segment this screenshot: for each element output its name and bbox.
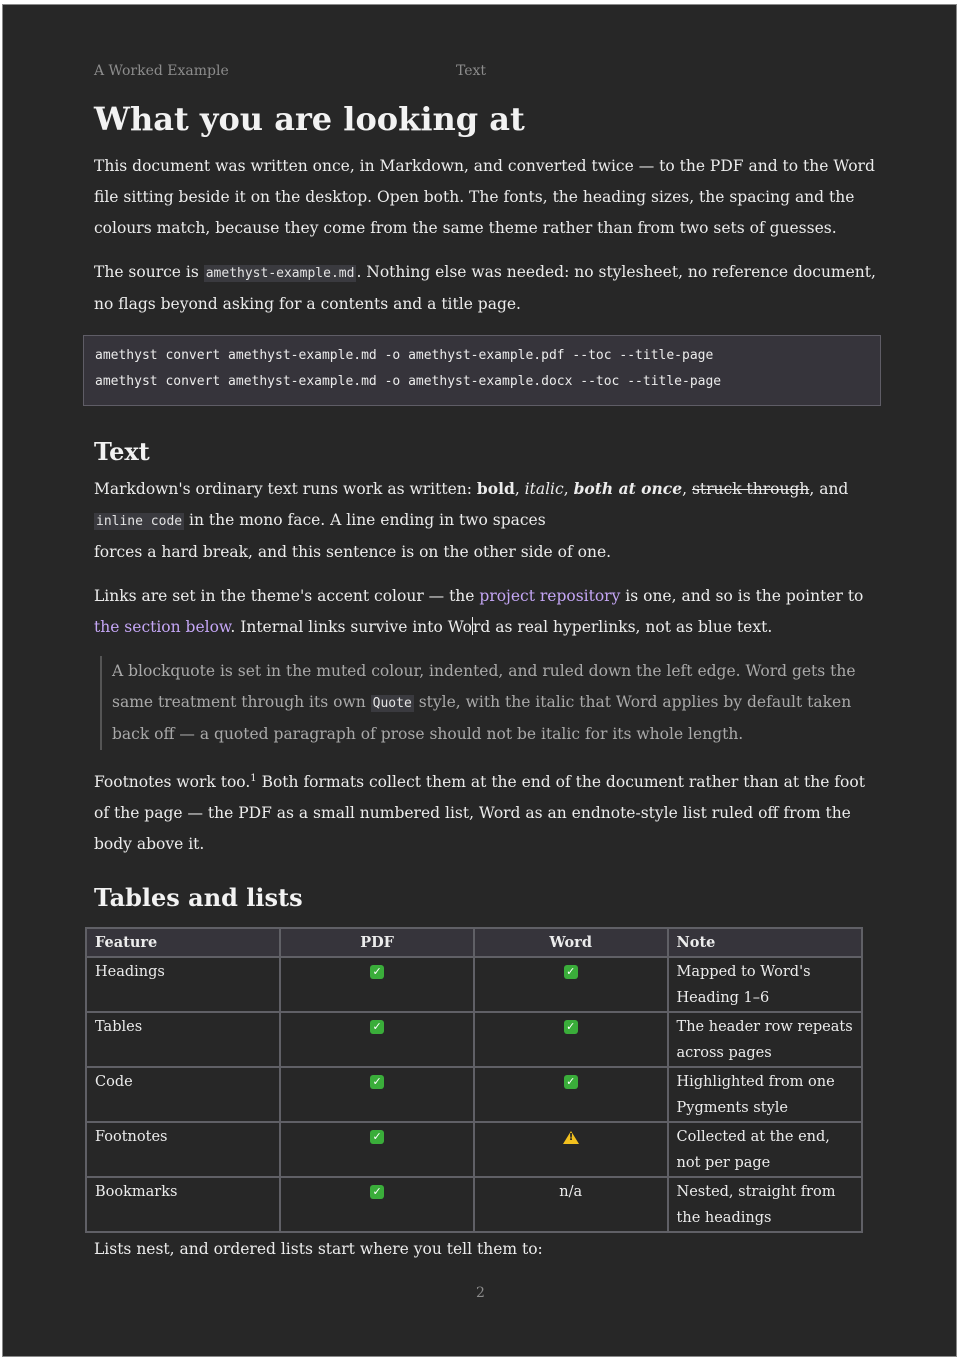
text-paragraph-2 xyxy=(94,581,884,643)
cell-feature: Code xyxy=(86,1067,280,1122)
inline-code: amethyst-example.md xyxy=(205,266,355,281)
cell-word xyxy=(474,1067,668,1122)
running-head-section: Text xyxy=(456,63,487,79)
feature-table xyxy=(85,927,863,1233)
cell-pdf xyxy=(280,1122,474,1177)
section-heading-text: Text xyxy=(94,437,150,466)
cell-word xyxy=(474,1012,668,1067)
text-run: Markdown's ordinary text runs work as written: xyxy=(94,480,477,498)
text-run: style, with the italic that Word applies by default taken back off — a quoted paragraph of prose should not be italic for its whole length. xyxy=(112,693,852,743)
text-run: , xyxy=(514,480,525,498)
text-run: , xyxy=(563,480,574,498)
text-run: . Internal links survive into Wo xyxy=(230,618,472,636)
cell-note: Collected at the end, not per page xyxy=(668,1122,862,1177)
table-row xyxy=(86,1177,862,1232)
intro-paragraph-2 xyxy=(94,257,884,320)
cell-feature: Tables xyxy=(86,1012,280,1067)
column-header-feature: Feature xyxy=(86,928,280,957)
column-header-pdf: PDF xyxy=(280,928,474,957)
bold-text: bold xyxy=(476,479,515,498)
cell-pdf xyxy=(280,957,474,1012)
cell-note: Mapped to Word's Heading 1–6 xyxy=(668,957,862,1012)
cell-note: Nested, straight from the headings xyxy=(668,1177,862,1232)
status-text: n/a xyxy=(559,1184,583,1200)
text-run: is one, and so is the pointer to xyxy=(620,587,864,605)
text-run: Links are set in the theme's accent colour — the xyxy=(94,587,480,605)
check-mark-icon: ✓ xyxy=(370,1185,384,1199)
blockquote-paragraph xyxy=(112,656,884,750)
cell-pdf xyxy=(280,1177,474,1232)
document-page xyxy=(2,4,957,1357)
project-repository-link[interactable]: project repository xyxy=(479,587,621,605)
check-mark-icon: ✓ xyxy=(564,965,578,979)
footnote-reference[interactable]: 1 xyxy=(250,773,257,784)
text-run: rd as real hyperlinks, not as blue text. xyxy=(472,618,773,636)
text-run: , xyxy=(682,480,692,498)
bold-italic-text: both at once xyxy=(573,479,683,498)
cell-word xyxy=(474,1177,668,1232)
table-header-row xyxy=(86,928,862,957)
table-row xyxy=(86,1122,862,1177)
cell-pdf xyxy=(280,1012,474,1067)
text-section xyxy=(94,435,884,860)
table-row xyxy=(86,957,862,1012)
check-mark-icon: ✓ xyxy=(564,1020,578,1034)
text-paragraph-1 xyxy=(94,473,884,568)
lists-intro-paragraph: Lists nest, and ordered lists start where you tell them to: xyxy=(94,1240,543,1258)
blockquote xyxy=(100,656,884,750)
text-run: , and xyxy=(809,480,849,498)
cell-word xyxy=(474,1122,668,1177)
text-run: Footnotes work too. xyxy=(94,773,251,792)
section-below-link[interactable]: the section below xyxy=(94,618,231,636)
cell-note: Highlighted from one Pygments style xyxy=(668,1067,862,1122)
text-run: A blockquote is set in the muted colour, indented, and ruled down the left edge. Word gets the same treatment through its own xyxy=(112,662,856,711)
check-mark-icon: ✓ xyxy=(370,1130,384,1144)
section-heading-intro: What you are looking at xyxy=(94,100,525,138)
column-header-note: Note xyxy=(668,928,862,957)
inline-code: Quote xyxy=(372,696,412,711)
cell-feature: Headings xyxy=(86,957,280,1012)
text-run: The source is xyxy=(94,263,204,281)
check-mark-icon: ✓ xyxy=(370,965,384,979)
cell-feature: Bookmarks xyxy=(86,1177,280,1232)
page-number: 2 xyxy=(476,1285,485,1301)
table-body xyxy=(86,957,862,1232)
check-mark-icon: ✓ xyxy=(370,1020,384,1034)
inline-code: inline code xyxy=(96,514,183,529)
tables-section xyxy=(94,881,884,915)
cell-pdf xyxy=(280,1067,474,1122)
code-line-2: amethyst convert amethyst-example.md -o amethyst-example.docx --toc --title-page xyxy=(95,374,722,389)
running-head-title: A Worked Example xyxy=(94,63,229,79)
text-run: . Nothing else was needed: no stylesheet, no reference document, no flags beyond asking for a contents and a title page. xyxy=(94,263,876,313)
check-mark-icon: ✓ xyxy=(370,1075,384,1089)
text-run: Both formats collect them at the end of the document rather than at the foot of the page — the PDF as a small numbered list, Word as an endnote-style list ruled off from the body above it. xyxy=(94,773,865,854)
cell-note: The header row repeats across pages xyxy=(668,1012,862,1067)
strikethrough-text: struck through xyxy=(691,480,810,498)
text-run: forces a hard break, and this sentence is on the other side of one. xyxy=(94,543,612,561)
section-heading-tables: Tables and lists xyxy=(94,883,303,912)
warning-icon: ! xyxy=(563,1131,579,1144)
italic-text: italic xyxy=(524,480,564,498)
text-run: in the mono face. A line ending in two spaces xyxy=(184,511,546,529)
page-content xyxy=(94,95,884,320)
code-line-1: amethyst convert amethyst-example.md -o amethyst-example.pdf --toc --title-page xyxy=(95,348,714,363)
lists-intro xyxy=(94,1234,884,1265)
cell-word xyxy=(474,957,668,1012)
table-row xyxy=(86,1012,862,1067)
cell-feature: Footnotes xyxy=(86,1122,280,1177)
intro-paragraph-1: This document was written once, in Markdown, and converted twice — to the PDF and to the Word file sitting beside it on the desktop. Open both. The fonts, the heading sizes, the spacing and the colours match, because they come from the same theme rather than from two sets of guesses. xyxy=(94,157,875,237)
footnote-paragraph xyxy=(94,763,884,860)
column-header-word: Word xyxy=(474,928,668,957)
code-block xyxy=(83,335,881,406)
table-row xyxy=(86,1067,862,1122)
check-mark-icon: ✓ xyxy=(564,1075,578,1089)
